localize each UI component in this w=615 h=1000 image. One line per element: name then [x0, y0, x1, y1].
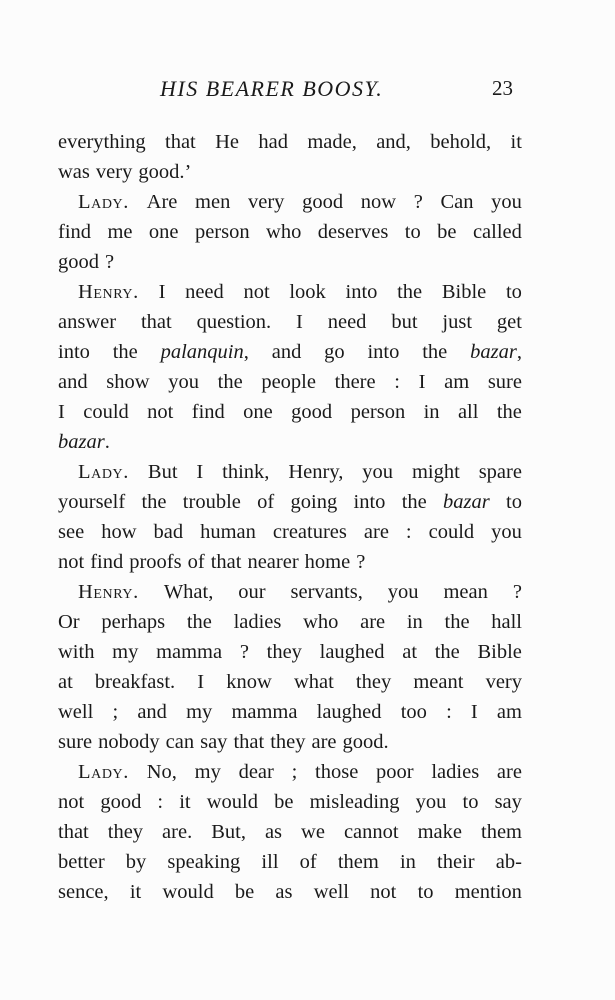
text-line: Henry. I need not look into the Bible to: [58, 277, 522, 307]
speaker-name: Lady.: [78, 191, 129, 213]
text-line: find me one person who deserves to be called: [58, 221, 522, 243]
text-line: everything that He had made, and, behold, it: [58, 131, 522, 153]
text-line: and show you the people there : I am sure: [58, 371, 522, 393]
text-line: well ; and my mamma laughed too : I am: [58, 701, 522, 723]
text-line: Lady. But I think, Henry, you might spare: [58, 457, 522, 487]
body-text: [58, 127, 522, 907]
text-line: sence, it would be as well not to mention: [58, 881, 522, 903]
text-line: Or perhaps the ladies who are in the hall: [58, 611, 522, 633]
text-line: sure nobody can say that they are good.: [58, 731, 389, 753]
page-number: 23: [492, 76, 513, 100]
text-line: good ?: [58, 251, 115, 273]
text-line: Lady. No, my dear ; those poor ladies are: [58, 757, 522, 787]
page-header: [0, 76, 615, 106]
text-line: at breakfast. I know what they meant very: [58, 671, 522, 693]
text-line: Lady. Are men very good now ? Can you: [58, 187, 522, 217]
text-line: with my mamma ? they laughed at the Bible: [58, 641, 522, 663]
text-line: not find proofs of that nearer home ?: [58, 551, 366, 573]
running-head: HIS BEARER BOOSY.: [160, 76, 384, 101]
text-line: I could not find one good person in all the: [58, 401, 522, 423]
speaker-name: Lady.: [78, 461, 129, 483]
speaker-name: Lady.: [78, 761, 129, 783]
text-line: yourself the trouble of going into the bazar to: [58, 491, 522, 513]
text-line: better by speaking ill of them in their ab-: [58, 851, 522, 873]
text-line: bazar.: [58, 431, 110, 453]
text-line: into the palanquin, and go into the bazar,: [58, 341, 522, 363]
text-line: answer that question. I need but just get: [58, 311, 522, 333]
speaker-name: Henry.: [78, 281, 139, 303]
text-line: Henry. What, our servants, you mean ?: [58, 577, 522, 607]
text-line: that they are. But, as we cannot make them: [58, 821, 522, 843]
text-line: was very good.’: [58, 161, 192, 183]
text-line: see how bad human creatures are : could you: [58, 521, 522, 543]
text-line: not good : it would be misleading you to say: [58, 791, 522, 813]
speaker-name: Henry.: [78, 581, 139, 603]
